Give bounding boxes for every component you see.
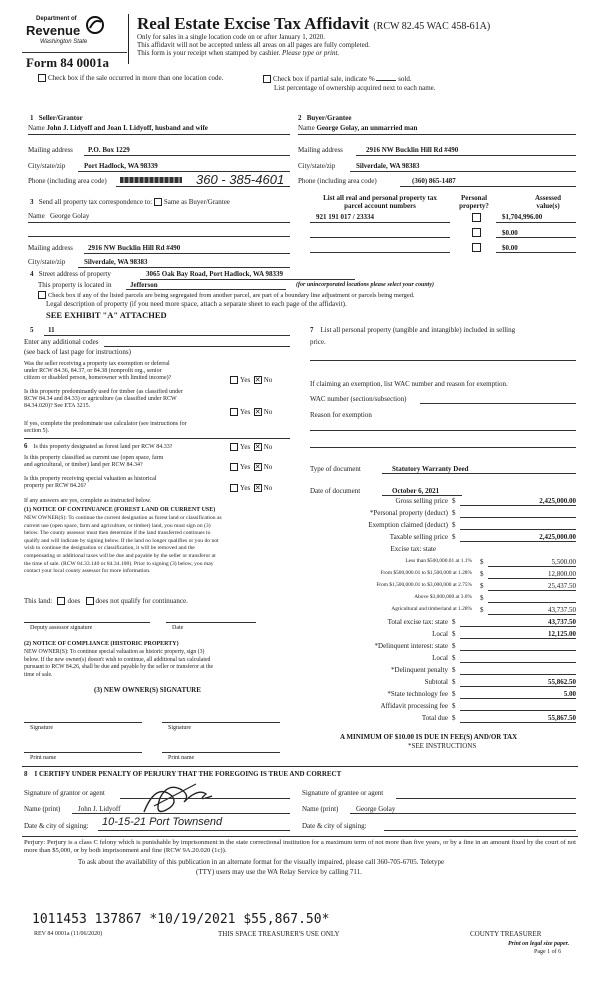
tax-label: Exemption claimed (deduct): [368, 521, 448, 529]
assessed-value[interactable]: $0.00: [502, 244, 518, 252]
yes-label: Yes: [240, 463, 251, 471]
certify-text: I CERTIFY UNDER PENALTY OF PERJURY THAT THE FOREGOING IS TRUE AND CORRECT: [34, 770, 342, 778]
q-calculator: [24, 421, 187, 435]
q-forest-text: Is this property designated as forest land per RCW 84.33?: [33, 444, 173, 450]
section-3-name[interactable]: George Golay: [50, 212, 90, 220]
compliance-line: time of sale.: [24, 671, 53, 678]
total-label: Local: [432, 654, 448, 662]
seller-city[interactable]: Port Hadlock, WA 98339: [84, 162, 158, 170]
no-checkbox-checked[interactable]: ✕: [254, 484, 261, 493]
cashier-stamp: 1011453 137867 *10/19/2021 $55,867.50*: [32, 912, 330, 927]
if-yes-instruction: If any answers are yes, complete as instructed below.: [24, 498, 152, 504]
unincorporated-note: (for unincorporated locations please select your county): [296, 282, 434, 288]
seller-mailing-label: Mailing address: [28, 146, 73, 154]
seller-label: [30, 114, 83, 122]
title-text: Real Estate Excise Tax Affidavit: [137, 14, 370, 33]
see-back-label: (see back of last page for instructions): [24, 348, 131, 356]
yes-label: Yes: [240, 484, 251, 492]
q-forest: [24, 443, 172, 451]
segregated-check[interactable]: [38, 291, 415, 300]
exemption-label: If claiming an exemption, list WAC number and reason for exemption.: [310, 380, 508, 388]
total-label: Total excise tax: state: [387, 618, 448, 626]
checkbox[interactable]: [38, 291, 46, 299]
yes-label: Yes: [240, 408, 251, 416]
form-number: Form 84 0001a: [26, 55, 110, 70]
tax-label: Taxable selling price: [389, 533, 448, 541]
legal-size-note: Print on legal size paper.: [508, 941, 570, 947]
q-historic-l1: Is this property receiving special valuation as historical: [24, 476, 157, 482]
bracket-value[interactable]: 5,500.00: [551, 558, 576, 566]
list-percentage: List percentage of ownership acquired next to each name.: [274, 84, 436, 92]
page-number: Page 1 of 6: [534, 949, 562, 955]
no-label: No: [263, 376, 273, 384]
no-label: No: [263, 408, 273, 416]
subtitle-1: Only for sales in a single location code on or after January 1, 2020.: [137, 33, 325, 41]
does-checkbox[interactable]: [57, 597, 65, 605]
does-not-checkbox[interactable]: [86, 597, 94, 605]
yes-checkbox[interactable]: [230, 443, 238, 451]
parcel-col-header: [310, 194, 450, 210]
assessed-col-line2: value(s): [536, 202, 560, 210]
deputy-signature-label: Deputy assessor signature: [30, 625, 93, 631]
no-checkbox-checked[interactable]: ✕: [254, 408, 261, 417]
assessed-value[interactable]: $0.00: [502, 229, 518, 237]
q-historic-answer[interactable]: [230, 484, 272, 492]
buyer-name-label: Name: [298, 124, 315, 132]
total-value[interactable]: 12,125.00: [548, 630, 576, 638]
tax-label: *Personal property (deduct): [369, 509, 448, 517]
continuance-line: wish to continue the designation or classification, it will be removed and the: [24, 545, 195, 552]
continuance-line: NEW OWNER(S): To continue the current designation as forest land or classification as: [24, 515, 222, 521]
continuance-title: (1) NOTICE OF CONTINUANCE (FOREST LAND OR CURRENT USE): [24, 507, 216, 513]
section-3-name-label: Name: [28, 212, 45, 220]
doc-type[interactable]: Statutory Warranty Deed: [392, 465, 469, 473]
q-forest-answer[interactable]: [230, 443, 272, 451]
total-label: *State technology fee: [387, 690, 448, 698]
bracket-value[interactable]: 25,437.50: [548, 582, 576, 590]
q-timber-l3: 84.34.020)? See ETA 3215.: [24, 403, 91, 409]
section-3-row: [30, 198, 230, 206]
street-address[interactable]: 3065 Oak Bay Road, Port Hadlock, WA 98339: [146, 270, 283, 278]
personal-property-label: List all personal property (tangible and intangible) included in selling: [320, 326, 516, 334]
see-instructions-note: *SEE INSTRUCTIONS: [408, 742, 477, 750]
section-3-mailing-label: Mailing address: [28, 244, 73, 252]
personal-col-line2: property?: [459, 202, 489, 210]
buyer-phone[interactable]: (360) 865-1487: [412, 177, 456, 185]
buyer-name[interactable]: George Golay, an unmarried man: [316, 124, 418, 132]
subtitle-3: [137, 49, 339, 57]
buyer-mailing-label: Mailing address: [298, 146, 343, 154]
grantor-sig-label: Signature of grantor or agent: [24, 789, 105, 797]
no-checkbox-checked[interactable]: ✕: [254, 443, 261, 452]
parcel-col-line1: List all real and personal property tax: [323, 194, 437, 202]
q-current-use-l2: and agricultural, or timber) land per RCW 84.34?: [24, 462, 143, 468]
partial-sale-check[interactable]: [263, 74, 412, 83]
q-current-use-l1: Is this property classified as current use (open space, farm: [24, 455, 164, 461]
checkbox[interactable]: [263, 75, 271, 83]
bracket-value[interactable]: 12,800.00: [548, 570, 576, 578]
bracket-label: From $1,500,000.01 to $3,000,000 at 2.75%: [376, 582, 472, 588]
continuance-line: compensating or additional taxes will be due and payable by the seller or transferor at: [24, 552, 216, 559]
grantee-date-label: Date & city of signing:: [302, 822, 367, 830]
continuance-text: [24, 515, 222, 576]
q-exemption-l2: under RCW 84.36, 84.37, or 84.38 (nonprofit org., senior: [24, 368, 162, 374]
parcel-col-line2: parcel account numbers: [344, 202, 416, 210]
buyer-phone-label: Phone (including area code): [298, 177, 377, 185]
this-land-label: This land:: [24, 597, 53, 605]
new-owner-signature-title: (3) NEW OWNER(S) SIGNATURE: [94, 686, 201, 694]
continuance-line: current use (open space, farm and agriculture, or timber) land, you must sign on (3): [24, 522, 211, 529]
q-current-use: [24, 455, 163, 469]
q-exemption-l1: Was the seller receiving a property tax exemption or deferral: [24, 361, 170, 367]
yes-checkbox[interactable]: [230, 376, 238, 384]
buyer-mailing[interactable]: 2916 NW Bucklin Hill Rd #490: [366, 146, 459, 154]
seller-mailing[interactable]: P.O. Box 1229: [88, 146, 130, 154]
county-treasurer: COUNTY TREASURER: [470, 930, 542, 938]
q-timber-l1: Is this property predominantly used for timber (as classified under: [24, 389, 183, 395]
yes-checkbox[interactable]: [230, 484, 238, 492]
parcel-number[interactable]: 921 191 017 / 23334: [316, 213, 374, 221]
tax-label: Gross selling price: [395, 497, 448, 505]
bracket-label: Less than $500,000.01 at 1.1%: [405, 558, 472, 564]
no-checkbox-checked[interactable]: ✕: [254, 463, 261, 472]
located-label: This property is located in: [38, 281, 112, 289]
no-label: No: [263, 484, 273, 492]
total-label: Local: [432, 630, 448, 638]
more-locations-label: Check box if the sale occurred in more than one location code.: [48, 74, 224, 82]
bracket-label: From $500,000.01 to $1,500,000 at 1.28%: [380, 570, 472, 576]
more-locations-check[interactable]: [38, 74, 223, 82]
perjury-statement: Perjury: Perjury is a class C felony which is punishable by imprisonment in the state correctional institution for a maximum term of not more than five years, or by a fine in an amount fixed by the court of not more than $5,000, or by both imprisonment and fine (RCW 9A.20.020 (1c)).: [24, 839, 576, 854]
total-label: Subtotal: [424, 678, 448, 686]
q-calculator-l1: If yes, complete the predominate use calculator (see instructions for: [24, 421, 187, 427]
continuance-line: contact your local county assessor for more information.: [24, 568, 151, 575]
located-county[interactable]: Jefferson: [130, 281, 158, 289]
excise-state-label: Excise tax: state: [390, 545, 436, 553]
total-value[interactable]: 5.00: [563, 690, 576, 698]
personal-col-header: [454, 194, 494, 210]
q-current-use-answer[interactable]: [230, 463, 272, 471]
subtitle-3-italic: Please type or print.: [282, 49, 340, 57]
yes-checkbox[interactable]: [230, 408, 238, 416]
personal-col-line1: Personal: [460, 194, 488, 202]
compliance-line: below. If the new owner(s) doesn't wish to continue, all additional tax calculated: [24, 656, 211, 663]
personal-property-checkbox[interactable]: [472, 228, 481, 237]
seller-name-row: [28, 124, 208, 132]
does-not-label: does not qualify for continuance.: [95, 597, 188, 605]
seller-phone-redacted: [120, 177, 182, 183]
section-2-num: 2: [298, 114, 302, 122]
total-label: Total due: [421, 714, 448, 722]
add-codes-label: Enter any additional codes: [24, 338, 99, 346]
section-4-row: [30, 270, 111, 278]
deputy-date-label: Date: [172, 625, 184, 631]
continuance-line: the time of sale. (RCW 84.33.140 or 84.34.108). Prior to signing (3) below, you may: [24, 560, 214, 567]
yes-checkbox[interactable]: [230, 463, 238, 471]
compliance-line: pursuant to RCW 84.26, shall be due and payable by the seller or transferor at the: [24, 664, 214, 671]
buyer-name-row: [298, 124, 417, 132]
section-3-mailing[interactable]: 2916 NW Bucklin Hill Rd #490: [88, 244, 181, 252]
alt-format-note: To ask about the availability of this publication in an alternate format for the visually impaired, please call 360-705-6705. Teletype: [78, 858, 445, 866]
bracket-label: Above $3,000,000 at 3.0%: [414, 594, 472, 600]
grantor-date[interactable]: 10-15-21 Port Townsend: [102, 816, 223, 828]
doc-date-label: Date of document: [310, 487, 361, 495]
location-code[interactable]: 11: [48, 326, 55, 334]
total-value[interactable]: 55,862.50: [548, 678, 576, 686]
new-owner-sig-label-1: Signature: [30, 725, 53, 731]
section-4-num: 4: [30, 270, 34, 278]
revision-label: REV 84 0001a (11/06/2020): [34, 931, 103, 937]
grantor-name-label: Name (print): [24, 805, 61, 813]
section-3-num: 3: [30, 198, 34, 206]
checkbox[interactable]: [38, 74, 46, 82]
buyer-city-label: City/state/zip: [298, 162, 336, 170]
grantee-name-label: Name (print): [302, 805, 339, 813]
wac-label: WAC number (section/subsection): [310, 395, 407, 403]
buyer-heading: Buyer/Grantee: [306, 114, 352, 122]
dept-state: Washington State: [40, 39, 88, 45]
section-8-num: 8: [24, 770, 28, 778]
minimum-fee-note: A MINIMUM OF $10.00 IS DUE IN FEE(S) AND/OR TAX: [340, 733, 518, 741]
tty-note: (TTY) users may use the WA Relay Service by calling 711.: [196, 868, 362, 876]
compliance-title: (2) NOTICE OF COMPLIANCE (HISTORIC PROPERTY): [24, 641, 179, 647]
bracket-value[interactable]: 43,737.50: [548, 606, 576, 614]
continuance-line: below. The county assessor must then determine if the land transferred continues to: [24, 530, 211, 537]
dept-revenue: Revenue: [26, 23, 81, 38]
personal-property-label-2: price.: [310, 338, 326, 346]
no-checkbox-checked[interactable]: ✕: [254, 376, 261, 385]
section-5-num: 5: [30, 326, 34, 334]
no-label: No: [263, 463, 273, 471]
partial-label: Check box if partial sale, indicate %: [273, 75, 375, 83]
seller-name[interactable]: John J. Lidyoff and Joan I. Lidyoff, husband and wife: [46, 124, 208, 132]
this-land-row: [24, 597, 188, 605]
seller-heading: Seller/Grantor: [38, 114, 83, 122]
buyer-label: [298, 114, 351, 122]
partial-sold-label: sold.: [398, 75, 412, 83]
total-label: Affidavit processing fee: [380, 702, 448, 710]
new-owner-print-label-2: Print name: [168, 755, 195, 761]
new-owner-print-label-1: Print name: [30, 755, 57, 761]
section-3-label: Send all property tax correspondence to:: [38, 198, 153, 206]
treasurer-space: THIS SPACE TREASURER'S USE ONLY: [218, 930, 340, 938]
tax-value[interactable]: 2,425,000.00: [539, 533, 576, 541]
q-exemption: [24, 361, 171, 382]
seller-name-label: Name: [28, 124, 45, 132]
yes-label: Yes: [240, 376, 251, 384]
assessed-col-line1: Assessed: [534, 194, 562, 202]
section-6-num: 6: [24, 442, 28, 450]
doc-type-label: Type of document: [310, 465, 361, 473]
does-label: does: [67, 597, 81, 605]
q-exemption-l3: citizen or disabled person, homeowner with limited income)?: [24, 375, 172, 381]
same-as-label: Same as Buyer/Grantee: [163, 198, 230, 206]
subtitle-3-text: This form is your receipt when stamped by cashier.: [137, 49, 281, 57]
page-title: [137, 14, 490, 34]
q-timber-l2: RCW 84.34 and 84.33) or agriculture (as classified under RCW: [24, 396, 177, 402]
buyer-city[interactable]: Silverdale, WA 98383: [356, 162, 420, 170]
new-owner-sig-label-2: Signature: [168, 725, 191, 731]
compliance-line: NEW OWNER(S): To continue special valuation as historic property, sign (3): [24, 649, 205, 655]
street-address-label: Street address of property: [38, 270, 111, 278]
partial-percent-field[interactable]: [376, 74, 396, 81]
q-timber: [24, 389, 183, 410]
q-calculator-l2: section 5).: [24, 428, 49, 434]
total-label: *Delinquent interest: state: [374, 642, 448, 650]
legal-description-label: Legal description of property (if you need more space, attach a separate sheet to each page of the affidavit).: [46, 300, 347, 308]
same-as-buyer-checkbox[interactable]: [154, 198, 162, 206]
total-label: *Delinquent penalty: [391, 666, 448, 674]
section-7-row: [310, 326, 515, 334]
seller-city-label: City/state/zip: [28, 162, 66, 170]
personal-property-checkbox[interactable]: [472, 213, 481, 222]
doc-date[interactable]: October 6, 2021: [392, 487, 440, 495]
total-value[interactable]: 55,867.50: [548, 714, 576, 722]
section-7-num: 7: [310, 326, 314, 334]
section-3-city-label: City/state/zip: [28, 258, 66, 266]
subtitle-2: This affidavit will not be accepted unless all areas on all pages are fully completed.: [137, 41, 370, 49]
dept-line1: Department of: [36, 16, 77, 22]
assessed-col-header: [518, 194, 578, 210]
reason-label: Reason for exemption: [310, 411, 372, 419]
section-3-city[interactable]: Silverdale, WA 98383: [84, 258, 148, 266]
segregated-label: Check box if any of the listed parcels are being segregated from another parcel, are part of a boundary line adjustment or parcels being merged.: [48, 292, 415, 299]
q-historic-l2: property per RCW 84.26?: [24, 483, 87, 489]
assessed-value[interactable]: $1,704,996.00: [502, 213, 543, 221]
exhibit-a[interactable]: SEE EXHIBIT "A" ATTACHED: [46, 310, 167, 320]
q-historic: [24, 476, 156, 490]
no-label: No: [263, 443, 273, 451]
q-timber-answer[interactable]: [230, 408, 272, 416]
section-1-num: 1: [30, 114, 34, 122]
seller-phone-label: Phone (including area code): [28, 177, 107, 185]
revenue-swoosh-icon: [86, 14, 104, 36]
grantor-date-label: Date & city of signing:: [24, 822, 89, 830]
continuance-line: qualify and will indicate by signing below. If the land no longer qualifies or you do not: [24, 537, 219, 544]
seller-phone[interactable]: 360 - 385-4601: [196, 172, 285, 187]
tax-value[interactable]: 2,425,000.00: [539, 497, 576, 505]
compliance-text: [24, 649, 213, 679]
title-rcw: (RCW 82.45 WAC 458-61A): [373, 21, 491, 32]
grantor-name[interactable]: John J. Lidyoff: [78, 805, 121, 813]
grantee-name[interactable]: George Golay: [356, 805, 396, 813]
bracket-label: Agricultural and timberland at 1.28%: [391, 606, 472, 612]
personal-property-checkbox[interactable]: [472, 243, 481, 252]
grantee-sig-label: Signature of grantee or agent: [302, 789, 384, 797]
q-exemption-answer[interactable]: [230, 376, 272, 384]
total-value[interactable]: 43,737.50: [548, 618, 576, 626]
yes-label: Yes: [240, 443, 251, 451]
